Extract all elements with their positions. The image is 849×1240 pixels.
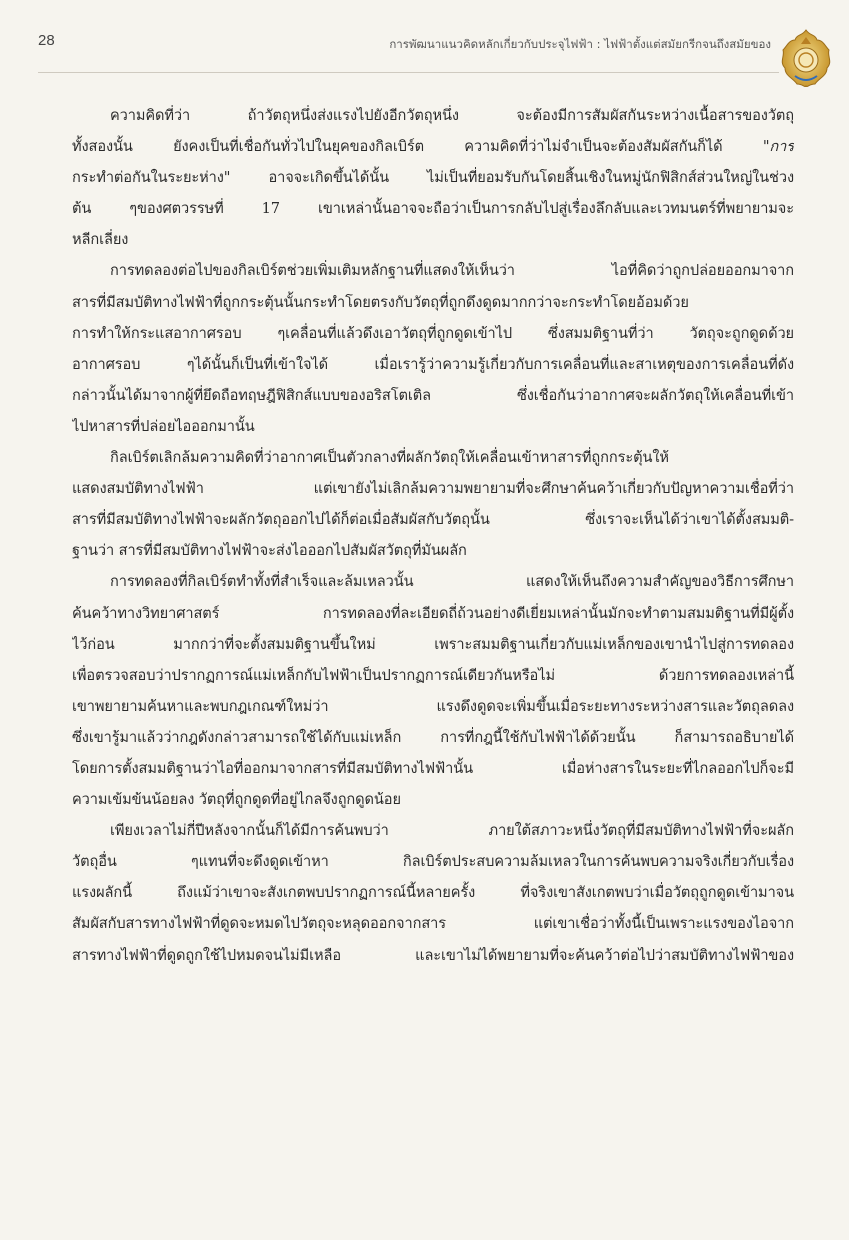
text-line: หลีกเลี่ยง [72, 231, 129, 249]
text-line: ไปหาสารที่ปล่อยไอออกมานั้น [72, 417, 255, 435]
text-line: แรงผลักนี้ ถึงแม้ว่าเขาจะสังเกตพบปรากฏการณ์นี้หลายครั้ง ที่จริงเขาสังเกตพบว่าเมื่อวัตถุถูกดูดเข้ามาจน [72, 884, 794, 902]
text-line: การทดลองที่กิลเบิร์ตทำทั้งที่สำเร็จและล้มเหลวนั้น แสดงให้เห็นถึงความสำคัญของวิธีการศึกษา [110, 573, 794, 591]
text-line: ค้นคว้าทางวิทยาศาสตร์ การทดลองที่ละเอียดถี่ถ้วนอย่างดีเยี่ยมเหล่านั้นมักจะทำตามสมมติฐานที่มีผู้ตั้ง [72, 604, 794, 622]
text-line: สารทางไฟฟ้าที่ดูดถูกใช้ไปหมดจนไม่มีเหลือ และเขาไม่ได้พยายามที่จะค้นคว้าต่อไปว่าสมบัติทางไฟฟ้าของ [72, 946, 794, 964]
text-line: กล่าวนั้นได้มาจากผู้ที่ยึดถือทฤษฎีฟิสิกส์แบบของอริสโตเติล ซึ่งเชื่อกันว่าอากาศจะผลักวัตถุให้เคลื่อนที่เข้า [72, 386, 794, 404]
text-line [72, 131, 794, 162]
paragraph-3 [72, 442, 794, 566]
text-line: การทำให้กระแสอากาศรอบ ๆเคลื่อนที่แล้วดึงเอาวัตถุที่ถูกดูดเข้าไป ซึ่งสมมติฐานที่ว่า วัตถุจะถูกดูดด้วย [72, 324, 794, 342]
running-title: การพัฒนาแนวคิดหลักเกี่ยวกับประจุไฟฟ้า : ไฟฟ้าตั้งแต่สมัยกรีกจนถึงสมัยของ [389, 37, 771, 51]
text-line: โดยการตั้งสมมติฐานว่าไอที่ออกมาจากสารที่มีสมบัติทางไฟฟ้านั้น เมื่อห่างสารในระยะที่ไกลออกไปก็จะมี [72, 759, 794, 777]
text-line: เพื่อตรวจสอบว่าปรากฏการณ์แม่เหล็กกับไฟฟ้าเป็นปรากฏการณ์เดียวกันหรือไม่ ด้วยการทดลองเหล่านี้ [72, 666, 794, 684]
body-text [72, 100, 794, 971]
paragraph-1 [72, 100, 794, 255]
text-line: อากาศรอบ ๆได้นั้นก็เป็นที่เข้าใจได้ เมื่อเรารู้ว่าความรู้เกี่ยวกับการเคลื่อนที่และสาเหตุของการเคลื่อนที่ดัง [72, 355, 794, 373]
text-line: ซึ่งเขารู้มาแล้วว่ากฎดังกล่าวสามารถใช้ได้กับแม่เหล็ก การที่กฎนี้ใช้กับไฟฟ้าได้ด้วยนั้น ก็สามารถอธิบายได้ [72, 728, 794, 746]
text-line: วัตถุอื่น ๆแทนที่จะดึงดูดเข้าหา กิลเบิร์ตประสบความล้มเหลวในการค้นพบความจริงเกี่ยวกับเรื่อง [72, 853, 794, 871]
text-line: สารที่มีสมบัติทางไฟฟ้าที่ถูกกระตุ้นนั้นกระทำโดยตรงกับวัตถุที่ถูกดึงดูดมากกว่าจะกระทำโดยอ้อมด้วย [72, 293, 689, 311]
text-line: เขาพยายามค้นหาและพบกฎเกณฑ์ใหม่ว่า แรงดึงดูดจะเพิ่มขึ้นเมื่อระยะทางระหว่างสารและวัตถุลดลง [72, 697, 794, 715]
text-line: ความเข้มข้นน้อยลง วัตถุที่ถูกดูดที่อยู่ไกลจึงถูกดูดน้อย [72, 791, 401, 809]
text-line: ไว้ก่อน มากกว่าที่จะตั้งสมมติฐานขึ้นใหม่ เพราะสมมติฐานเกี่ยวกับแม่เหล็กของเขานำไปสู่การทดลอง [72, 635, 794, 653]
text-line: แสดงสมบัติทางไฟฟ้า แต่เขายังไม่เลิกล้มความพยายามที่จะศึกษาค้นคว้าเกี่ยวกับปัญหาความเชื่อที่ว่า [72, 480, 794, 498]
paragraph-4 [72, 566, 794, 815]
paragraph-5 [72, 815, 794, 970]
text-line: ต้น ๆของศตวรรษที่ 17 เขาเหล่านั้นอาจจะถือว่าเป็นการกลับไปสู่เรื่องลึกลับและเวทมนตร์ที่พยายามจะ [72, 200, 794, 218]
text-line: กระทำต่อกันในระยะห่าง" อาจจะเกิดขึ้นได้นั้น ไม่เป็นที่ยอมรับกันโดยสิ้นเชิงในหมู่นักฟิสิกส์ส่วนใหญ่ในช่วง [72, 169, 794, 187]
text-segment: ทั้งสองนั้น ยังคงเป็นที่เชื่อกันทั่วไปในยุคของกิลเบิร์ต ความคิดที่ว่าไม่จำเป็นจะต้องสัมผัสกันก็ได้ [72, 138, 763, 156]
page-number: 28 [38, 32, 55, 49]
paragraph-2 [72, 255, 794, 442]
text-line: การทดลองต่อไปของกิลเบิร์ตช่วยเพิ่มเติมหลักฐานที่แสดงให้เห็นว่า ไอที่คิดว่าถูกปล่อยออกมาจาก [110, 262, 794, 280]
text-line: สารที่มีสมบัติทางไฟฟ้าจะผลักวัตถุออกไปได้ก็ต่อเมื่อสัมผัสกับวัตถุนั้น ซึ่งเราจะเห็นได้ว่าเขาได้ตั้งสมมติ- [72, 511, 794, 529]
page-header [38, 32, 779, 73]
institution-seal-icon [777, 28, 835, 88]
text-line: ฐานว่า สารที่มีสมบัติทางไฟฟ้าจะส่งไอออกไปสัมผัสวัตถุที่มันผลัก [72, 542, 467, 560]
text-line: สัมผัสกับสารทางไฟฟ้าที่ดูดจะหมดไปวัตถุจะหลุดออกจากสาร แต่เขาเชื่อว่าทั้งนี้เป็นเพราะแรงของไอจาก [72, 915, 794, 933]
italic-phrase: "การ [762, 138, 794, 156]
text-line: กิลเบิร์ตเลิกล้มความคิดที่ว่าอากาศเป็นตัวกลางที่ผลักวัตถุให้เคลื่อนเข้าหาสารที่ถูกกระตุ้นให้ [110, 449, 669, 467]
text-line: ความคิดที่ว่า ถ้าวัตถุหนึ่งส่งแรงไปยังอีกวัตถุหนึ่ง จะต้องมีการสัมผัสกันระหว่างเนื้อสารของวัตถุ [110, 107, 794, 124]
text-line: เพียงเวลาไม่กี่ปีหลังจากนั้นก็ได้มีการค้นพบว่า ภายใต้สภาวะหนึ่งวัตถุที่มีสมบัติทางไฟฟ้าที่จะผลัก [110, 822, 794, 840]
